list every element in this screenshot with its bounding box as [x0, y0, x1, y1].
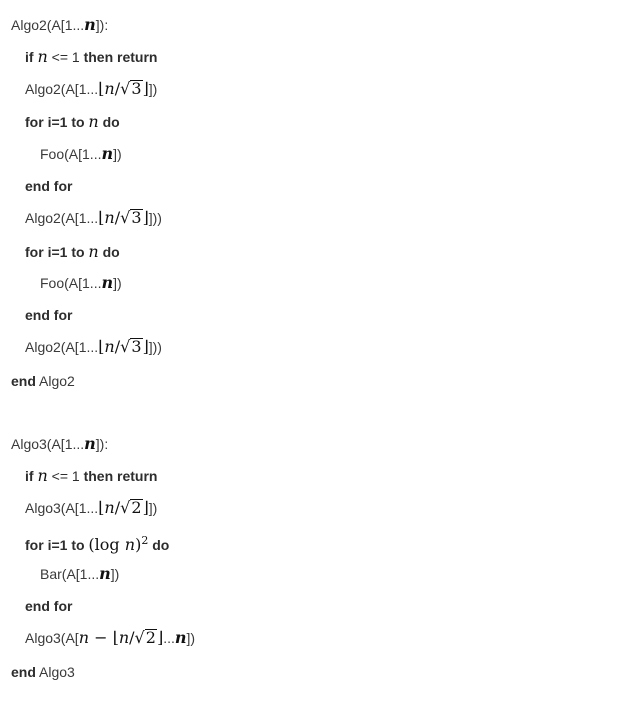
algo2-end-for-1: end for [25, 178, 73, 194]
algo2-if-line: if n <= 1 then return [25, 47, 158, 66]
algo2-recursive-call-1: Algo2(A[1...⌊n/√3⌋]) [25, 79, 158, 98]
algo3-for-loop: for i=1 to (log n)$^2$ do [25, 534, 170, 554]
algo2-recursive-call-3: Algo2(A[1...⌊n/√3⌋])) [25, 337, 162, 356]
algo3-recursive-call-2: Algo3(A[n − ⌊n/√2⌋...n]) [25, 628, 196, 647]
algo2-foo-call-2: Foo(A[1...n]) [40, 273, 122, 292]
algo3-recursive-call-1: Algo3(A[1...⌊n/√2⌋]) [25, 498, 158, 517]
algo3-header: Algo3(A[1...n]): [11, 434, 109, 453]
algo3-bar-call: Bar(A[1...n]) [40, 564, 120, 583]
algo2-foo-call-1: Foo(A[1...n]) [40, 144, 122, 163]
algo3-end: end Algo3 [11, 664, 75, 680]
algo2-recursive-call-2: Algo2(A[1...⌊n/√3⌋])) [25, 208, 162, 227]
algo3-end-for: end for [25, 598, 73, 614]
algo3-if-line: if n <= 1 then return [25, 466, 158, 485]
algo2-end-for-2: end for [25, 307, 73, 323]
algo2-for-loop-2: for i=1 to n do [25, 242, 120, 261]
algo2-end: end Algo2 [11, 373, 75, 389]
algo2-header: Algo2(A[1...n]): [11, 15, 109, 34]
algo2-for-loop-1: for i=1 to n do [25, 112, 120, 131]
